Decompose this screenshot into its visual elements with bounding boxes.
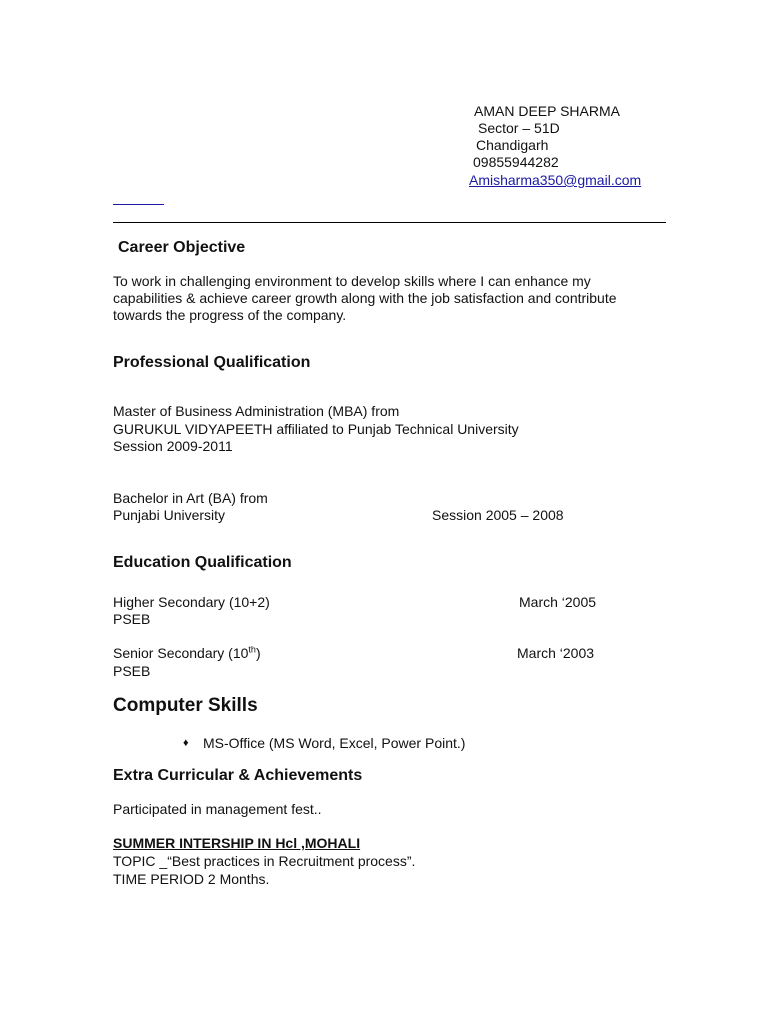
higher-secondary-board: PSEB	[113, 611, 151, 627]
contact-name: AMAN DEEP SHARMA	[474, 103, 620, 119]
senior-secondary-title-end: )	[255, 645, 261, 661]
mba-line-2: GURUKUL VIDYAPEETH affiliated to Punjab Technical University	[113, 421, 519, 437]
extra-curricular-text: Participated in management fest..	[113, 801, 322, 817]
senior-secondary-title-text: Senior Secondary (10	[113, 645, 249, 661]
contact-phone: 09855944282	[473, 154, 559, 170]
education-qualification-heading: Education Qualification	[113, 554, 292, 571]
internship-heading: SUMMER INTERSHIP IN Hcl ,MOHALI	[113, 835, 361, 851]
mba-session: Session 2009-2011	[113, 438, 233, 454]
senior-secondary-title	[113, 645, 261, 662]
career-objective-line-2: capabilities & achieve career growth along with the job satisfaction and contribute	[113, 290, 617, 306]
contact-email-link[interactable]: Amisharma350@gmail.com	[469, 172, 642, 188]
contact-address-line2: Chandigarh	[476, 137, 549, 153]
computer-skill-item: MS-Office (MS Word, Excel, Power Point.)	[203, 735, 466, 751]
senior-secondary-title-sup: th	[248, 644, 256, 655]
higher-secondary-title: Higher Secondary (10+2)	[113, 594, 270, 610]
internship-period: TIME PERIOD 2 Months.	[113, 871, 270, 887]
professional-qualification-heading: Professional Qualification	[113, 354, 311, 371]
header-divider	[113, 222, 666, 223]
career-objective-text	[113, 273, 673, 324]
career-objective-line-1: To work in challenging environment to develop skills where I can enhance my	[113, 273, 591, 289]
internship-topic: TOPIC _“Best practices in Recruitment process”.	[113, 853, 416, 869]
ba-session: Session 2005 – 2008	[432, 507, 564, 523]
senior-secondary-date: March ‘2003	[517, 645, 595, 661]
extra-curricular-heading: Extra Curricular & Achievements	[113, 767, 363, 784]
ba-university: Punjabi University	[113, 507, 226, 523]
computer-skills-heading: Computer Skills	[113, 695, 258, 716]
contact-address-line1: Sector – 51D	[478, 120, 560, 136]
career-objective-line-3: towards the progress of the company.	[113, 307, 347, 323]
senior-secondary-board: PSEB	[113, 663, 151, 679]
higher-secondary-date: March ‘2005	[519, 594, 597, 610]
diamond-bullet-icon: ♦	[183, 737, 189, 749]
mba-line-1: Master of Business Administration (MBA) from	[113, 403, 400, 419]
ba-line-1: Bachelor in Art (BA) from	[113, 490, 268, 506]
underline-fragment	[113, 204, 164, 205]
career-objective-heading: Career Objective	[118, 239, 246, 256]
